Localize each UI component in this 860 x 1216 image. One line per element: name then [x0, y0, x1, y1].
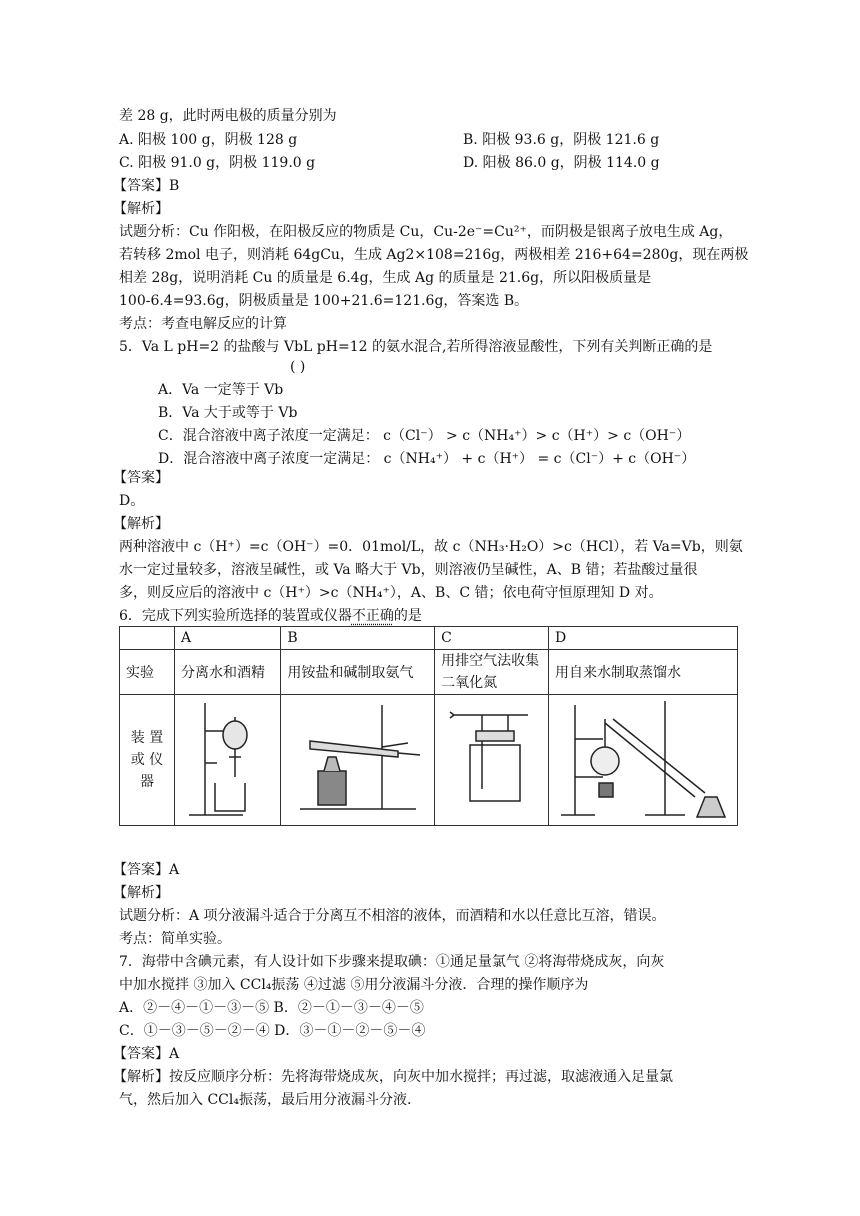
- q7-options-ab: A．②－④－①－③－⑤ B．②－①－③－④－⑤: [119, 1000, 424, 1016]
- q4-point: 考点：考查电解反应的计算: [119, 316, 287, 332]
- q4-answer: 【答案】B: [113, 178, 180, 194]
- apparatus-c-cell: [435, 695, 549, 826]
- q6-stem-emphasis: 不正确: [351, 608, 394, 624]
- q4-option-b: B. 阳极 93.6 g，阴极 121.6 g: [463, 132, 660, 148]
- distillation-apparatus-icon: [555, 697, 731, 823]
- q4-option-d: D. 阳极 86.0 g，阴极 114.0 g: [463, 155, 660, 171]
- q4-stem-tail: 差 28 g，此时两电极的质量分别为: [119, 108, 337, 124]
- q5-answer-title: 【答案】: [113, 470, 169, 486]
- experiment-cell: 用铵盐和碱制取氨气: [281, 650, 435, 695]
- table-header-cell: C: [435, 627, 549, 650]
- q5-option-d: D．混合溶液中离子浓度一定满足： c（NH₄⁺） + c（H⁺） = c（Cl⁻）+ c（OH⁻）: [158, 451, 696, 467]
- q7-options-cd: C．①－③－⑤－②－④ D．③－①－②－⑤－④: [119, 1023, 426, 1039]
- q4-analysis-line: 若转移 2mol 电子，则消耗 64gCu，生成 Ag2×108=216g，两极相差 216+64=280g，现在两极: [119, 247, 749, 263]
- apparatus-d-cell: [548, 695, 737, 826]
- apparatus-table: [119, 626, 738, 826]
- q6-analysis-title: 【解析】: [113, 885, 169, 901]
- q4-analysis-title: 【解析】: [113, 201, 169, 217]
- experiment-cell: 分离水和酒精: [175, 650, 281, 695]
- ammonia-generator-icon: [288, 697, 428, 823]
- table-header-cell: A: [175, 627, 281, 650]
- q7-analysis-line: 气，然后加入 CCl₄振荡，最后用分液漏斗分液.: [119, 1092, 412, 1108]
- q7-answer: 【答案】A: [113, 1046, 180, 1062]
- q5-analysis-line: 两种溶液中 c（H⁺）=c（OH⁻）=0．01mol/L，故 c（NH₃·H₂O）>c（HCl），若 Va=Vb，则氨: [119, 539, 743, 555]
- q5-answer: D。: [119, 493, 145, 509]
- q5-option-b: B．Va 大于或等于 Vb: [158, 405, 298, 421]
- q7-stem-line: 中加水搅拌 ③加入 CCl₄振荡 ④过滤 ⑤用分液漏斗分液．合理的操作顺序为: [119, 977, 589, 993]
- q5-option-c: C．混合溶液中离子浓度一定满足： c（Cl⁻） > c（NH₄⁺）> c（H⁺）> c（OH⁻）: [158, 428, 691, 444]
- q4-option-c: C. 阳极 91.0 g，阴极 119.0 g: [119, 155, 316, 171]
- q6-analysis-line: 试题分析：A 项分液漏斗适合于分离互不相溶的液体，而酒精和水以任意比互溶，错误。: [119, 908, 666, 924]
- q6-stem: [119, 606, 422, 626]
- q7-analysis-line: 【解析】按反应顺序分析：先将海带烧成灰，向灰中加水搅拌；再过滤，取滤液通入足量氯: [113, 1069, 673, 1085]
- q5-paren: ( ): [290, 359, 306, 375]
- gas-collection-bottle-icon: [442, 697, 542, 823]
- experiment-label: 实验: [120, 650, 175, 695]
- table-header-row: [120, 627, 738, 650]
- q6-point: 考点：简单实验。: [119, 931, 231, 947]
- q4-analysis-line: 相差 28g，说明消耗 Cu 的质量是 6.4g，生成 Ag 的质量是 21.6g，所以阳极质量是: [119, 270, 652, 286]
- table-header-cell: B: [281, 627, 435, 650]
- q5-analysis-line: 水一定过量较多，溶液呈碱性，或 Va 略大于 Vb，则溶液仍呈碱性，A、B 错；若盐酸过量很: [119, 562, 698, 578]
- q5-stem: 5．Va L pH=2 的盐酸与 VbL pH=12 的氨水混合,若所得溶液显酸性，下列有关判断正确的是: [119, 339, 713, 355]
- apparatus-b-cell: [281, 695, 435, 826]
- table-header-cell: [120, 627, 175, 650]
- q4-analysis-line: 100-6.4=93.6g，阴极质量是 100+21.6=121.6g，答案选 B。: [119, 293, 529, 309]
- q4-option-a: A. 阳极 100 g，阴极 128 g: [119, 132, 298, 148]
- apparatus-label: 装 置 或 仪 器: [120, 695, 175, 826]
- experiment-cell: 用排空气法收集二氧化氮: [435, 650, 549, 695]
- q7-stem-line: 7．海带中含碘元素，有人设计如下步骤来提取碘：①通足量氯气 ②将海带烧成灰，向灰: [119, 954, 665, 970]
- experiment-cell: 用自来水制取蒸馏水: [548, 650, 737, 695]
- apparatus-a-cell: [175, 695, 281, 826]
- table-header-cell: D: [548, 627, 737, 650]
- q5-option-a: A．Va 一定等于 Vb: [158, 382, 284, 398]
- q4-analysis-line: 试题分析：Cu 作阳极，在阳极反应的物质是 Cu，Cu-2e⁻=Cu²⁺，而阴极是银离子放电生成 Ag，: [119, 224, 733, 240]
- q6-answer: 【答案】A: [113, 862, 180, 878]
- table-row-apparatus: [120, 695, 738, 826]
- table-row-experiment: [120, 650, 738, 695]
- q5-analysis-line: 多，则反应后的溶液中 c（H⁺）>c（NH₄⁺），A、B、C 错；依电荷守恒原理知 D 对。: [119, 585, 663, 601]
- q5-analysis-title: 【解析】: [113, 516, 169, 532]
- q6-stem-pre: 6．完成下列实验所选择的装置或仪器: [119, 608, 352, 624]
- q6-stem-post: 的是: [393, 608, 422, 624]
- separatory-funnel-icon: [183, 697, 273, 823]
